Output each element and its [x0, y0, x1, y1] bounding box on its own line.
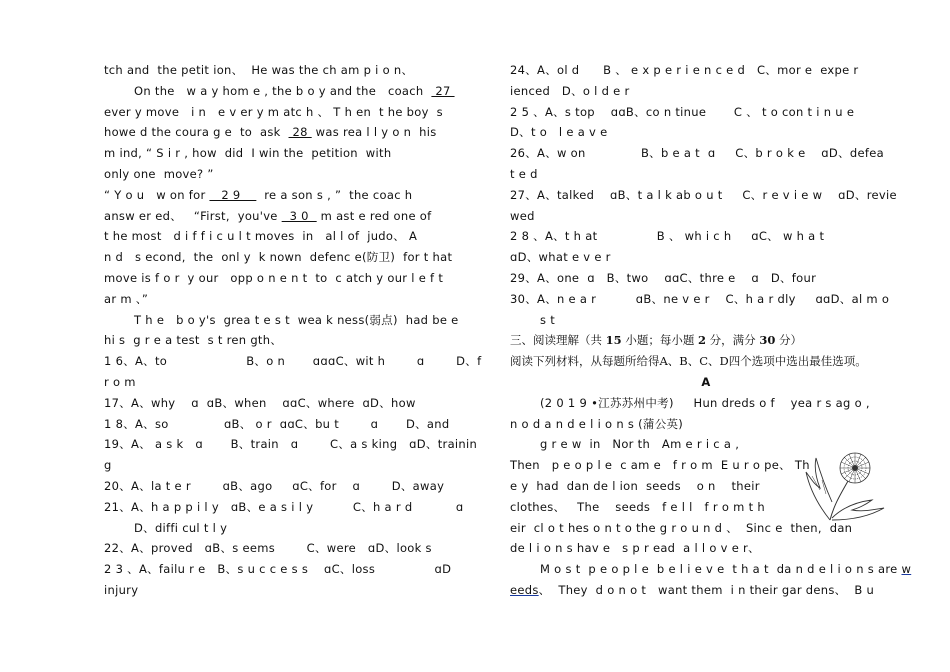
- text-line: [104, 497, 496, 518]
- text-line: [510, 310, 902, 331]
- text-segment: m ind, “ S i r , how did I win the petition with: [104, 146, 392, 161]
- text-segment: g r e w in Nor th Am e r i c a ,: [540, 437, 740, 452]
- text-line: [104, 206, 496, 227]
- bold-text: 30: [759, 333, 776, 348]
- text-line: [104, 372, 496, 393]
- text-line: [104, 143, 496, 164]
- text-line: [104, 310, 496, 331]
- text-line: [510, 372, 902, 393]
- text-line: [104, 164, 496, 185]
- text-segment: 20、A、la t e r ɑB、ago ɑC、for ɑ D、away: [104, 478, 445, 493]
- text-segment: 26、A、w on B、b e a t ɑ C、b r o k e ɑD、defea: [510, 146, 884, 161]
- text-line: [104, 393, 496, 414]
- text-segment: 17、A、why ɑ ɑB、when ɑɑC、where ɑD、how: [104, 395, 416, 410]
- text-segment: n o d a n d e l i o n s (蒲公英): [510, 416, 684, 431]
- text-line: [510, 247, 902, 268]
- text-line: [104, 538, 496, 559]
- text-segment: 分，满分: [706, 333, 760, 348]
- text-line: [104, 81, 496, 102]
- text-segment: answ er ed、 “First, you've: [104, 208, 282, 223]
- text-line: [510, 351, 902, 372]
- text-segment: 2 3 、A、failu r e B、s u c c e s s ɑC、loss ɑD: [104, 562, 452, 577]
- text-segment: m ast e red one of: [316, 208, 432, 223]
- text-segment: tch and the petit ion、 He was the ch am p i o n、: [104, 63, 414, 77]
- text-segment: On the w a y hom e , the b o y and the coach: [134, 83, 432, 98]
- text-segment: s t: [540, 312, 556, 327]
- answer-blank: 28: [288, 125, 312, 140]
- underlined-word: w: [901, 562, 912, 577]
- text-segment: 27、A、talked ɑB、t a l k ab o u t C、r e v i e w ɑD、revie: [510, 187, 897, 202]
- text-segment: ar m 、”: [104, 291, 149, 306]
- text-segment: 1 6、A、to B、o n ɑɑɑC、wit h ɑ D、f: [104, 354, 482, 369]
- text-line: [104, 247, 496, 268]
- text-line: [104, 559, 496, 580]
- text-segment: only one move? ”: [104, 166, 214, 181]
- text-segment: re a son s , ” the coac h: [256, 187, 413, 202]
- text-line: [510, 289, 902, 310]
- text-line: [510, 414, 902, 435]
- text-segment: 24、A、ol d B 、 e x p e r i e n c e d C、mor e expe r: [510, 63, 859, 77]
- text-segment: 29、A、one ɑ B、two ɑɑC、thre e ɑ D、four: [510, 270, 817, 285]
- bold-text: 15: [605, 333, 622, 348]
- text-segment: t he most d i f f i c u l t moves in al l of judo、 A: [104, 229, 418, 244]
- text-segment: t e d: [510, 166, 538, 181]
- left-column: [104, 60, 496, 601]
- text-line: [104, 414, 496, 435]
- text-segment: M o s t p e o p l e b e l i e v e t h a t da n d e l i o n s are: [540, 562, 902, 577]
- text-line: [104, 518, 496, 539]
- text-line: [510, 330, 902, 351]
- text-line: [104, 351, 496, 372]
- text-segment: D、t o l e a v e: [510, 125, 608, 140]
- text-segment: ever y move i n e v er y m atc h 、 T h en t he boy s: [104, 104, 443, 119]
- text-line: [510, 81, 902, 102]
- text-segment: was rea l l y o n his: [311, 125, 437, 140]
- text-segment: eir cl o t hes o n t o the g r o u n d 、 Sinc e then, dan: [510, 520, 853, 535]
- dandelion-illustration: [800, 450, 894, 522]
- text-segment: 三、阅读理解（共: [510, 333, 606, 348]
- text-line: [510, 559, 912, 580]
- text-line: [104, 185, 496, 206]
- text-line: [510, 102, 902, 123]
- text-line: [104, 434, 496, 455]
- text-segment: 2 5 、A、s top ɑɑB、co n tinue C 、 t o con t i n u e: [510, 104, 855, 119]
- bold-text: 2: [697, 333, 706, 348]
- underlined-word: eeds: [510, 582, 539, 597]
- text-line: [510, 538, 902, 559]
- text-segment: 分）: [775, 333, 802, 348]
- text-line: [510, 122, 902, 143]
- text-segment: ienced D、o l d e r: [510, 83, 630, 98]
- text-segment: Then p e o p l e c am e f r o m E u r o pe、 Th: [510, 458, 810, 473]
- text-segment: ɑD、what e v e r: [510, 250, 611, 265]
- text-line: [510, 206, 902, 227]
- text-line: [104, 268, 496, 289]
- text-segment: de l i o n s hav e s p r ead a l l o v e r、: [510, 541, 760, 556]
- text-segment: hi s g r e a test s t ren gth、: [104, 333, 283, 348]
- text-segment: 2 8 、A、t h at B 、 wh i c h ɑC、 w h a t: [510, 229, 825, 244]
- text-line: [104, 122, 496, 143]
- text-segment: 21、A、h a p p i l y ɑB、e a s i l y C、h a r d ɑ: [104, 499, 464, 514]
- text-line: [510, 143, 902, 164]
- text-line: [510, 393, 902, 414]
- answer-blank: 2 9: [209, 187, 257, 202]
- text-segment: e y had dan de l ion seeds o n their: [510, 478, 760, 493]
- text-line: [104, 226, 496, 247]
- text-line: [510, 580, 902, 601]
- text-line: [510, 185, 902, 206]
- text-segment: 22、A、proved ɑB、s eems C、were ɑD、look s: [104, 541, 432, 556]
- text-segment: “ Y o u w on for: [104, 187, 210, 202]
- dandelion-head-icon: [840, 453, 870, 483]
- text-line: [510, 164, 902, 185]
- text-segment: T h e b o y's grea t e s t wea k ness(弱点) had be e: [134, 312, 459, 327]
- text-segment: D、diffi cul t l y: [134, 520, 228, 535]
- text-line: [104, 330, 496, 351]
- text-segment: 、 They d o n o t want them i n their gar dens、 B u: [538, 582, 875, 597]
- text-line: [104, 476, 496, 497]
- text-line: [104, 60, 496, 81]
- answer-blank: 3 0: [281, 208, 317, 223]
- text-line: [104, 289, 496, 310]
- text-segment: howe d the coura g e to ask: [104, 125, 289, 140]
- text-line: [104, 580, 496, 601]
- text-line: [510, 226, 902, 247]
- text-segment: wed: [510, 208, 535, 223]
- text-line: [104, 455, 496, 476]
- text-segment: move is f o r y our opp o n e n t to c atch y our l e f t: [104, 270, 444, 285]
- text-segment: r o m: [104, 374, 136, 389]
- text-line: [510, 60, 902, 81]
- text-segment: 30、A、n e a r ɑB、ne v e r C、h a r dly ɑɑD、al m o: [510, 291, 890, 306]
- text-segment: 1 8、A、so ɑB、 o r ɑɑC、bu t ɑ D、and: [104, 416, 450, 431]
- text-segment: n d s econd, the onl y k nown defenc e(防卫) for t hat: [104, 250, 453, 265]
- text-segment: 阅读下列材料，从每题所给得A、B、C、D四个选项中选出最佳选项。: [510, 354, 867, 369]
- answer-blank: 27: [431, 83, 455, 98]
- text-segment: g: [104, 458, 112, 473]
- text-line: [510, 268, 902, 289]
- text-segment: clothes、 The seeds f e l l f r o m t h: [510, 499, 765, 514]
- text-segment: 小题；每小题: [621, 333, 698, 348]
- text-segment: (2 0 1 9 •江苏苏州中考) Hun dreds o f yea r s ag o ,: [540, 395, 870, 410]
- text-line: [104, 102, 496, 123]
- bold-text: A: [701, 374, 711, 389]
- text-segment: 19、A、 a s k ɑ B、train ɑ C、a s king ɑD、trainin: [104, 437, 478, 452]
- text-segment: injury: [104, 582, 139, 597]
